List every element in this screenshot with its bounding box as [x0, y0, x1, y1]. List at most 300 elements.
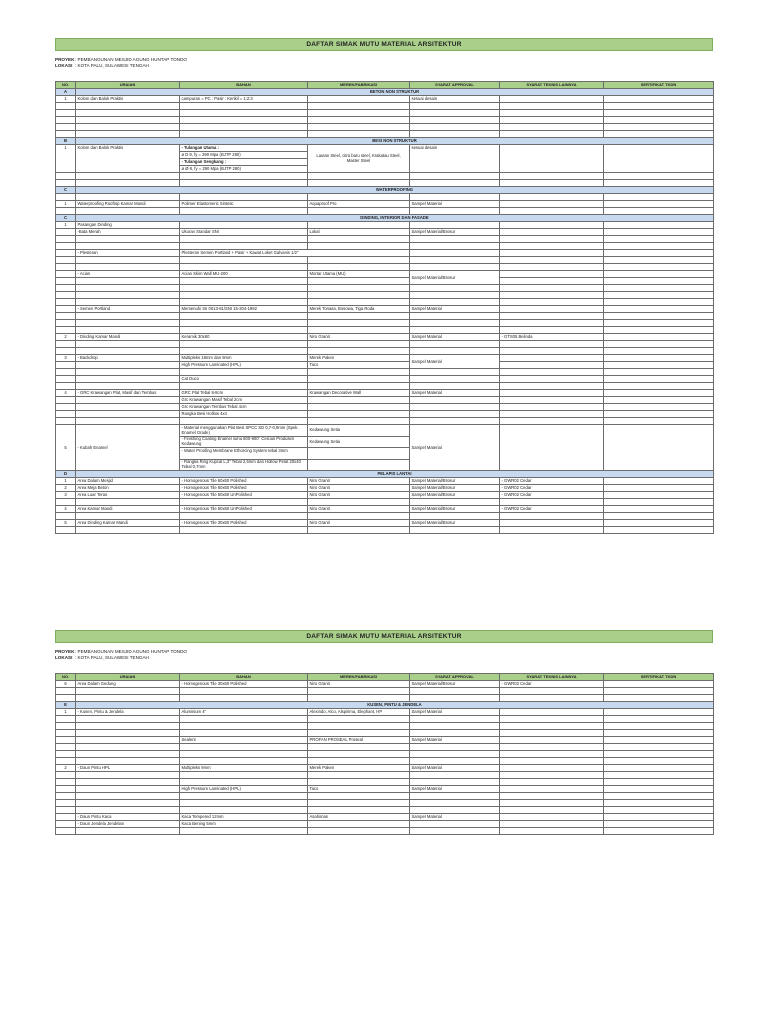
table-cell	[308, 110, 410, 117]
table-cell	[308, 448, 410, 460]
table-cell	[410, 695, 500, 702]
table-cell: Merek Tonasa, Bosowa, Tiga Roda	[308, 306, 410, 313]
table-cell	[76, 257, 180, 264]
table-cell: Kolom dan Balok Praktis	[76, 96, 180, 103]
table-cell	[76, 786, 180, 793]
table-cell: Sampel Material	[410, 737, 500, 744]
table-cell	[56, 103, 76, 110]
table-cell	[500, 800, 604, 807]
table-row-empty	[56, 499, 714, 506]
table-cell: 3	[56, 492, 76, 499]
table-cell	[500, 264, 604, 271]
table-row-empty	[56, 513, 714, 520]
table-row-empty	[56, 124, 714, 131]
table-cell	[56, 180, 76, 187]
table-cell: - Acian	[76, 271, 180, 278]
table-cell: 6	[56, 681, 76, 688]
table-cell: - Finishing Coating Enamel suhu 800-900° Celcius Produsen Kedawung	[180, 436, 308, 448]
table-cell: 1	[56, 222, 76, 229]
table-cell	[180, 173, 308, 180]
table-row-empty	[56, 131, 714, 138]
table-cell	[76, 313, 180, 320]
col-header-merek: MEREK/FABRIKASI	[308, 674, 410, 681]
table-cell: Lautan Steel, citra baru steel, Krakatau Steel, Master Steel	[308, 145, 410, 173]
table-cell	[180, 807, 308, 814]
col-header-no: NO.	[56, 82, 76, 89]
table-cell: Niro Granit	[308, 520, 410, 527]
col-header-bahan: BAHAN	[180, 674, 308, 681]
table-cell	[604, 779, 714, 786]
table-cell	[308, 243, 410, 250]
table-cell	[604, 131, 714, 138]
table-cell	[410, 411, 500, 418]
table-row-empty	[56, 688, 714, 695]
table-cell: Niro Granit	[308, 478, 410, 485]
table-cell	[410, 320, 500, 327]
table-cell	[76, 264, 180, 271]
table-row-empty	[56, 527, 714, 534]
table-cell	[604, 744, 714, 751]
table-cell	[56, 513, 76, 520]
table-cell	[500, 306, 604, 313]
table-cell	[308, 348, 410, 355]
table-cell: Sampel Material/Brosur	[410, 485, 500, 492]
table-cell: PROFAN PROSEAL Proseal	[308, 737, 410, 744]
table-cell	[604, 513, 714, 520]
table-row	[56, 201, 714, 208]
table-row-empty	[56, 327, 714, 334]
table-row	[56, 681, 714, 688]
table-cell	[604, 348, 714, 355]
table-row	[56, 390, 714, 397]
table-cell	[76, 292, 180, 299]
table-cell: - Homogenous Tile 60x60 Polished	[180, 478, 308, 485]
table-cell: 5	[56, 425, 76, 471]
table-cell: Ukuran Standar SNI	[180, 229, 308, 236]
table-cell	[180, 744, 308, 751]
table-cell	[500, 688, 604, 695]
table-cell	[308, 278, 410, 285]
table-cell	[604, 145, 714, 173]
table-cell	[604, 765, 714, 772]
table-cell	[604, 194, 714, 201]
table-row	[56, 397, 714, 404]
table-cell	[410, 131, 500, 138]
table-cell	[500, 390, 604, 397]
table-row	[56, 478, 714, 485]
section-title: BESI NON STRUKTUR	[76, 138, 714, 145]
table-row-empty	[56, 278, 714, 285]
table-cell: ø D 9, fy = 290 Mpa (BJTP 280)	[180, 152, 308, 159]
table-cell	[56, 737, 76, 744]
table-row	[56, 96, 714, 103]
table-cell: Niro Granit	[308, 485, 410, 492]
table-cell: Merek Paken	[308, 765, 410, 772]
table-cell	[308, 418, 410, 425]
table-cell	[180, 194, 308, 201]
table-cell	[500, 103, 604, 110]
table-cell	[76, 744, 180, 751]
table-cell	[308, 313, 410, 320]
table-cell	[604, 264, 714, 271]
table-cell	[604, 821, 714, 828]
table-cell	[500, 425, 604, 471]
table-cell: - Kusen, Pintu & Jendela	[76, 709, 180, 716]
table-cell: 3	[56, 355, 76, 362]
table-cell	[76, 411, 180, 418]
table-cell	[500, 751, 604, 758]
table-cell	[308, 758, 410, 765]
table-cell	[500, 229, 604, 236]
table-cell	[180, 208, 308, 215]
table-cell	[56, 348, 76, 355]
table-cell	[56, 264, 76, 271]
table-cell	[500, 730, 604, 737]
table-cell	[180, 299, 308, 306]
table-cell	[56, 411, 76, 418]
table-cell	[76, 236, 180, 243]
table-cell: - GTS05 Belinda	[500, 334, 604, 341]
table-row-empty	[56, 807, 714, 814]
table-cell: - Tulangan Utama :	[180, 145, 308, 152]
table-cell	[500, 723, 604, 730]
table-cell	[56, 751, 76, 758]
table-cell	[56, 257, 76, 264]
table-cell	[410, 779, 500, 786]
table-cell	[500, 404, 604, 411]
table-cell	[410, 527, 500, 534]
table-cell	[604, 285, 714, 292]
table-cell: Memenuhi SII 0013-81/SNI 15-204-1992	[180, 306, 308, 313]
col-header-tkdn: SERTIFIKAT TKDN	[604, 82, 714, 89]
table-row	[56, 709, 714, 716]
table-cell	[56, 173, 76, 180]
table-cell	[410, 243, 500, 250]
table-cell: Kaca Tempered 12mm	[180, 814, 308, 821]
table-cell	[76, 285, 180, 292]
document-title: DAFTAR SIMAK MUTU MATERIAL ARSITEKTUR	[55, 630, 713, 643]
table-cell	[410, 807, 500, 814]
table-cell	[308, 383, 410, 390]
table-cell	[76, 828, 180, 835]
table-cell	[500, 793, 604, 800]
table-cell	[76, 723, 180, 730]
table-cell	[604, 376, 714, 383]
table-cell	[604, 124, 714, 131]
table-cell	[410, 828, 500, 835]
table-cell	[76, 527, 180, 534]
table-cell: - Homogenous Tile 60x60 UnPolished	[180, 492, 308, 499]
table-cell	[410, 117, 500, 124]
table-cell: Kaca Bening 5mm	[180, 821, 308, 828]
table-cell	[56, 828, 76, 835]
table-cell	[500, 201, 604, 208]
table-cell: Mortar Utama (MU)	[308, 271, 410, 278]
table-cell	[76, 758, 180, 765]
project-value: : PEMBANGUNAN MESJID AGUNG HUNTAP TONDO	[75, 57, 187, 62]
table-cell	[180, 257, 308, 264]
table-row-empty	[56, 180, 714, 187]
section-row	[56, 215, 714, 222]
table-row-empty	[56, 716, 714, 723]
table-cell: 1	[56, 96, 76, 103]
table-cell	[604, 229, 714, 236]
table-cell	[410, 208, 500, 215]
table-cell	[308, 723, 410, 730]
table-cell	[76, 397, 180, 404]
location-label: LOKASI	[55, 655, 73, 661]
table-cell	[500, 243, 604, 250]
table-cell	[410, 418, 500, 425]
table-cell	[76, 173, 180, 180]
table-cell	[500, 376, 604, 383]
table-cell: - Tulangan Sengkang :	[180, 159, 308, 166]
table-cell	[180, 751, 308, 758]
table-cell	[180, 236, 308, 243]
table-cell	[76, 418, 180, 425]
table-cell	[76, 299, 180, 306]
table-cell	[76, 404, 180, 411]
table-cell	[76, 320, 180, 327]
section-title: KUSEN, PINTU & JENDELA	[76, 702, 714, 709]
table-cell	[308, 716, 410, 723]
table-cell	[500, 737, 604, 744]
table-cell: - Homogenous Tile 30x60 Polished	[180, 681, 308, 688]
location-value: : KOTA PALU, SULAWESI TENGAH	[75, 655, 149, 661]
table-cell	[308, 96, 410, 103]
table-cell	[76, 716, 180, 723]
table-cell	[180, 313, 308, 320]
table-row	[56, 814, 714, 821]
table-cell	[56, 800, 76, 807]
table-cell: Acian Skim Wall MU-200	[180, 271, 308, 278]
table-cell	[56, 320, 76, 327]
table-cell: Kedawung Setia	[308, 425, 410, 437]
table-cell: Sampel Material	[410, 814, 500, 821]
table-cell	[308, 499, 410, 506]
table-cell: 1	[56, 709, 76, 716]
table-cell	[56, 292, 76, 299]
table-cell: A	[56, 89, 76, 96]
table-cell: sesuai desain	[410, 96, 500, 103]
table-cell	[308, 369, 410, 376]
table-cell: sesuai desain	[410, 145, 500, 173]
table-cell	[76, 730, 180, 737]
table-cell: - GWR02 Cedar	[500, 478, 604, 485]
table-cell	[604, 313, 714, 320]
table-cell: Aquaproof Pro	[308, 201, 410, 208]
table-row-empty	[56, 695, 714, 702]
table-cell	[604, 222, 714, 229]
table-cell	[604, 751, 714, 758]
table-cell	[56, 821, 76, 828]
table-cell	[410, 124, 500, 131]
table-row	[56, 506, 714, 513]
table-cell	[180, 793, 308, 800]
table-cell	[500, 124, 604, 131]
table-cell: Niro Granit	[308, 506, 410, 513]
table-cell	[604, 334, 714, 341]
table-cell: 1	[56, 145, 76, 173]
table-row-empty	[56, 117, 714, 124]
table-cell: ø Ø 8, fy = 290 Mpa (BJTP 280)	[180, 166, 308, 173]
section-row	[56, 89, 714, 96]
table-cell	[410, 173, 500, 180]
table-cell	[308, 285, 410, 292]
table-cell	[410, 772, 500, 779]
table-cell	[500, 716, 604, 723]
table-cell	[410, 299, 500, 306]
table-cell	[500, 527, 604, 534]
table-cell	[500, 299, 604, 306]
table-cell	[500, 695, 604, 702]
table-cell	[604, 485, 714, 492]
table-cell	[410, 292, 500, 299]
table-row-empty	[56, 348, 714, 355]
table-cell	[410, 180, 500, 187]
table-cell	[500, 418, 604, 425]
col-header-tkdn: SERTIFIKAT TKDN	[604, 674, 714, 681]
table-cell	[76, 124, 180, 131]
table-cell	[56, 723, 76, 730]
table-cell	[56, 499, 76, 506]
table-cell	[76, 327, 180, 334]
table-cell	[604, 110, 714, 117]
table-cell	[56, 807, 76, 814]
table-cell: Alexindo, Alco, Alspirima, Elephant, HP	[308, 709, 410, 716]
table-cell	[500, 520, 604, 527]
table-row-empty	[56, 264, 714, 271]
table-cell	[56, 730, 76, 737]
table-row-empty	[56, 723, 714, 730]
table-cell	[604, 362, 714, 369]
table-cell: 2	[56, 765, 76, 772]
table-cell	[500, 411, 604, 418]
document-meta	[55, 649, 713, 661]
table-cell	[604, 250, 714, 257]
table-cell	[308, 744, 410, 751]
table-cell	[180, 369, 308, 376]
table-cell	[180, 278, 308, 285]
table-cell: Sampel Material/Brosur	[410, 271, 500, 285]
table-row	[56, 250, 714, 257]
table-cell	[56, 110, 76, 117]
table-cell	[410, 758, 500, 765]
col-header-merek: MEREK/FABRIKASI	[308, 82, 410, 89]
table-cell	[180, 772, 308, 779]
table-cell: - Water Proofing Membrane Ethorcing System tebal 3mm	[180, 448, 308, 460]
table-cell	[180, 131, 308, 138]
table-cell: - GWR02 Cedar	[500, 485, 604, 492]
table-cell	[500, 383, 604, 390]
table-cell	[308, 411, 410, 418]
table-row	[56, 334, 714, 341]
table-cell	[180, 418, 308, 425]
document-title: DAFTAR SIMAK MUTU MATERIAL ARSITEKTUR	[55, 38, 713, 51]
table-cell	[500, 131, 604, 138]
table-cell	[410, 800, 500, 807]
table-cell: - Dinding Kamar Mandi	[76, 334, 180, 341]
table-cell	[604, 404, 714, 411]
table-cell: Sampel Material/Brosur	[410, 681, 500, 688]
section-row	[56, 471, 714, 478]
table-cell	[56, 278, 76, 285]
table-cell: C	[56, 187, 76, 194]
table-cell	[500, 96, 604, 103]
table-cell	[410, 110, 500, 117]
table-cell	[180, 285, 308, 292]
table-cell	[56, 362, 76, 369]
col-header-no: NO.	[56, 674, 76, 681]
table-cell: Niro Granit	[308, 681, 410, 688]
material-table	[55, 673, 714, 835]
table-cell: - Material menggunakan Plat Besi SPCC SD 0,7-0,9mm (Spek. Enamel Grade)	[180, 425, 308, 437]
table-cell	[604, 814, 714, 821]
table-cell	[56, 369, 76, 376]
table-row	[56, 485, 714, 492]
table-cell	[500, 327, 604, 334]
table-cell	[308, 124, 410, 131]
table-cell	[180, 180, 308, 187]
table-cell	[180, 264, 308, 271]
table-cell	[56, 688, 76, 695]
table-cell: Kolom dan Balok Praktis	[76, 145, 180, 173]
table-row-empty	[56, 110, 714, 117]
table-cell	[180, 110, 308, 117]
table-cell	[180, 723, 308, 730]
table-cell: E	[56, 702, 76, 709]
table-cell	[500, 257, 604, 264]
section-title: PELAPIS LANTAI	[76, 471, 714, 478]
table-cell: Sampel Material/Brosur	[410, 506, 500, 513]
table-cell	[604, 236, 714, 243]
table-cell: - GRC Krawangan Plat, Masif dan Tembus	[76, 390, 180, 397]
table-cell	[56, 744, 76, 751]
table-cell: Sealent	[180, 737, 308, 744]
table-row-empty	[56, 320, 714, 327]
table-cell	[410, 793, 500, 800]
table-cell	[56, 299, 76, 306]
table-header-row	[56, 82, 714, 89]
table-cell	[500, 807, 604, 814]
table-cell: Niro Granit	[308, 334, 410, 341]
table-cell	[76, 208, 180, 215]
table-cell	[410, 723, 500, 730]
table-cell	[308, 807, 410, 814]
table-cell	[604, 327, 714, 334]
table-cell	[604, 341, 714, 348]
table-cell	[500, 117, 604, 124]
table-cell	[604, 737, 714, 744]
table-cell	[604, 173, 714, 180]
table-cell	[604, 478, 714, 485]
table-cell: Area Meja Beton	[76, 485, 180, 492]
project-label: PROYEK	[55, 57, 75, 62]
table-cell	[308, 821, 410, 828]
table-row	[56, 737, 714, 744]
table-cell	[180, 103, 308, 110]
table-cell	[76, 362, 180, 369]
table-cell	[308, 404, 410, 411]
table-cell	[308, 327, 410, 334]
table-cell	[56, 313, 76, 320]
table-row	[56, 411, 714, 418]
table-row	[56, 355, 714, 362]
table-cell	[76, 793, 180, 800]
table-cell: Waterproofing Rooftop Kamar Mandi	[76, 201, 180, 208]
table-cell	[500, 278, 604, 285]
table-cell: - Daun Pintu HPL	[76, 765, 180, 772]
